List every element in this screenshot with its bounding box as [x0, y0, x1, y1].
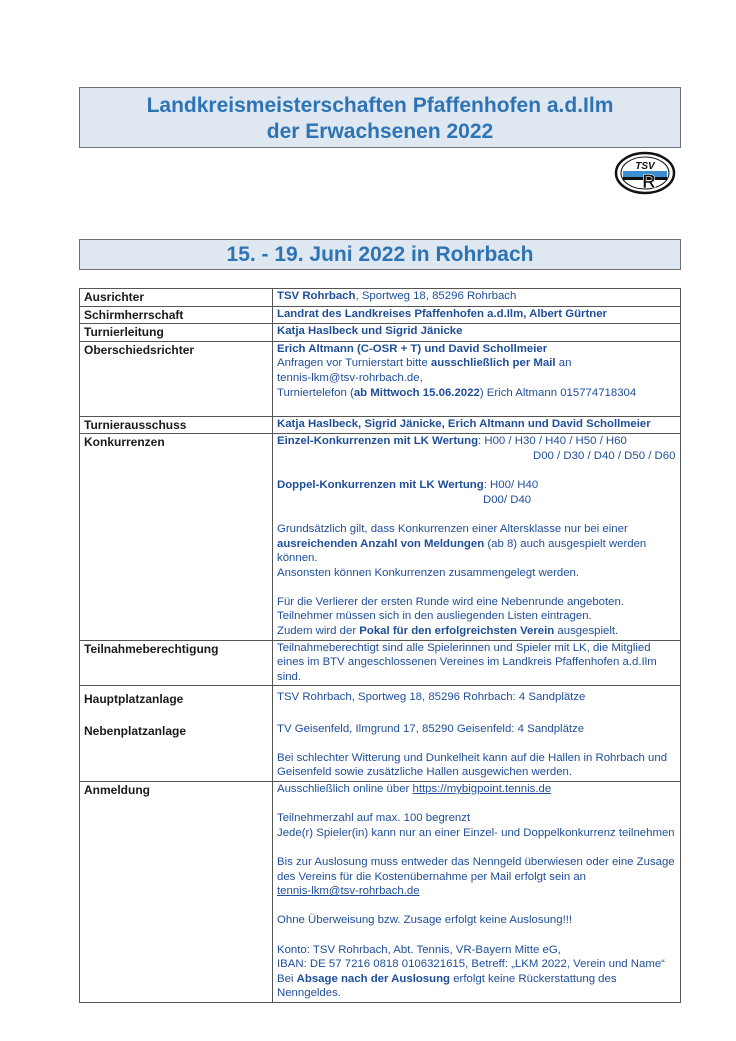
rules-line-1: Grundsätzlich gilt, dass Konkurrenzen einer Altersklasse nur bei einer — [277, 522, 628, 535]
value-teilnahme: Teilnahmeberechtigt sind alle Spielerinnen und Spieler mit LK, die Mitglied eines im BTV angeschlossenen Vereines im Landkreis Pfaffenhofen a.d.Ilm sind. — [273, 640, 681, 686]
title-line-2: der Erwachsenen 2022 — [266, 120, 494, 143]
label-oberschiedsrichter: Oberschiedsrichter — [80, 341, 273, 416]
einzel-line: Einzel-Konkurrenzen mit LK Wertung: H00 / H30 / H40 / H50 / H60 — [277, 435, 627, 448]
label-turnierausschuss: Turnierausschuss — [80, 416, 273, 434]
value-turnierleitung: Katja Haslbeck und Sigrid Jänicke — [273, 324, 681, 342]
org-address: , Sportweg 18, 85296 Rohrbach — [355, 290, 517, 302]
value-schirmherrschaft: Landrat des Landkreises Pfaffenhofen a.d.Ilm, Albert Gürtner — [273, 306, 681, 324]
event-date: 15. - 19. Juni 2022 in Rohrbach — [79, 239, 681, 270]
nebenrunde-line-1: Für die Verlierer der ersten Runde wird eine Nebenrunde angeboten. — [277, 595, 624, 608]
row-schirmherrschaft — [80, 306, 681, 324]
logo-letter: R — [642, 172, 656, 193]
row-konkurrenzen — [80, 434, 681, 640]
rules-line-3: Ansonsten können Konkurrenzen zusammengelegt werden. — [277, 566, 580, 579]
label-platzanlage — [80, 686, 273, 782]
label-turnierleitung: Turnierleitung — [80, 324, 273, 342]
weather-line-1: Bei schlechter Witterung und Dunkelheit kann auf die Hallen in Rohrbach und — [277, 751, 668, 764]
org-name: TSV Rohrbach — [277, 290, 356, 302]
label-schirmherrschaft: Schirmherrschaft — [80, 306, 273, 324]
einzel-damen: D00 / D30 / D40 / D50 / D60 — [533, 449, 676, 462]
label-konkurrenzen: Konkurrenzen — [80, 434, 273, 640]
weather-line-2: Geisenfeld sowie zusätzliche Hallen ausgewichen werden. — [277, 766, 573, 779]
nebenplatz-address: TV Geisenfeld, Ilmgrund 17, 85290 Geisenfeld: 4 Sandplätze — [277, 722, 585, 735]
label-teilnahme: Teilnahmeberechtigung — [80, 640, 273, 686]
document-title — [79, 87, 681, 148]
row-oberschiedsrichter — [80, 341, 681, 416]
row-ausrichter — [80, 289, 681, 307]
online-line: Ausschließlich online über https://mybigpoint.tennis.de — [277, 783, 552, 795]
osr-phone: Turniertelefon (ab Mittwoch 15.06.2022) Erich Altmann 015774718304 — [277, 386, 637, 399]
label-nebenplatz: Nebenplatzanlage — [84, 723, 187, 738]
row-turnierleitung — [80, 324, 681, 342]
label-hauptplatz: Hauptplatzanlage — [84, 692, 184, 707]
doppel-damen: D00/ D40 — [483, 493, 532, 506]
hauptplatz-address: TSV Rohrbach, Sportweg 18, 85296 Rohrbach: 4 Sandplätze — [277, 691, 586, 704]
nebenrunde-line-2: Teilnehmer müssen sich in den ausliegenden Listen eintragen. — [277, 610, 592, 623]
osr-names: Erich Altmann (C-OSR + T) und David Schollmeier — [277, 342, 548, 355]
mybigpoint-link[interactable]: https://mybigpoint.tennis.de — [412, 783, 552, 795]
label-ausrichter: Ausrichter — [80, 289, 273, 307]
value-turnierausschuss: Katja Haslbeck, Sigrid Jänicke, Erich Altmann und David Schollmeier — [273, 416, 681, 434]
osr-request-line: Anfragen vor Turnierstart bitte ausschließlich per Mail an — [277, 357, 572, 370]
value-konkurrenzen — [273, 434, 681, 640]
tournament-info-table — [79, 288, 681, 1003]
value-ausrichter — [273, 289, 681, 307]
rules-line-2: ausreichenden Anzahl von Meldungen (ab 8) auch ausgespielt werden können. — [277, 537, 647, 565]
tsv-logo — [614, 151, 676, 195]
row-teilnahme — [80, 640, 681, 686]
row-turnierausschuss — [80, 416, 681, 434]
row-anmeldung — [80, 782, 681, 1003]
value-oberschiedsrichter — [273, 341, 681, 416]
value-anmeldung: Ausschließlich online über https://mybigpoint.tennis.de Teilnehmerzahl auf max. 100 begrenzt Jede(r) Spieler(in) kann nur an einer Einzel- und Doppelkonkurrenz teilnehmen Bis zur Auslosung muss entweder das Nenngeld überwiesen oder eine Zusage des Vereins für die Kostenübernahme per Mail erfolgt sein an tennis-lkm@tsv-rohrbach.de Ohne Überweisung bzw. Zusage erfolgt keine Auslosung!!! Konto: TSV Rohrbach, Abt. Tennis, VR-Bayern Mitte eG, IBAN: DE 57 7216 0818 0106321615, Betreff: „LKM 2022, Verein und Name“ Bei Absage nach der Auslosung erfolgt keine Rückerstattung des Nenngeldes. — [273, 782, 681, 1003]
email-link[interactable]: tennis-lkm@tsv-rohrbach.de — [277, 885, 420, 898]
label-anmeldung: Anmeldung — [80, 782, 273, 1003]
osr-email: tennis-lkm@tsv-rohrbach.de, — [277, 371, 423, 384]
refund-line: Bei Absage nach der Auslosung erfolgt keine Rückerstattung des Nenngeldes. — [277, 972, 617, 1000]
logo-text: TSV — [635, 161, 655, 172]
pokal-line: Zudem wird der Pokal für den erfolgreichsten Verein ausgespielt. — [277, 625, 619, 638]
title-line-1: Landkreismeisterschaften Pfaffenhofen a.d.Ilm — [146, 94, 614, 117]
doppel-line: Doppel-Konkurrenzen mit LK Wertung: H00/ H40 — [277, 479, 539, 492]
row-platzanlage — [80, 686, 681, 782]
value-platzanlage — [273, 686, 681, 782]
